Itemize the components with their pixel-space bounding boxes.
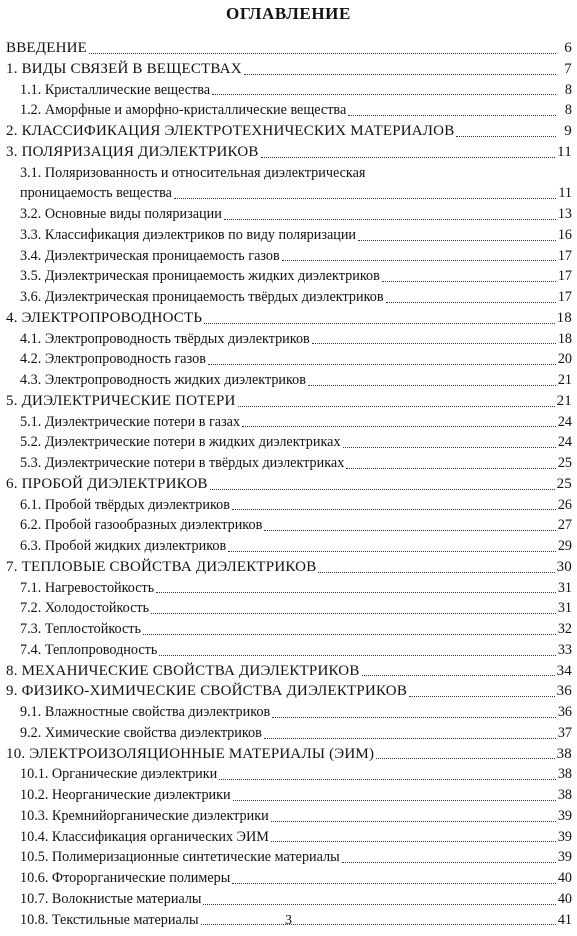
- toc-entry-title: 5.3. Диэлектрические потери в твёрдых диэлектриках: [20, 455, 345, 471]
- toc-section-entry: [6, 142, 572, 163]
- toc-entry-page: 38: [557, 787, 572, 803]
- toc-entry-title: 6.1. Пробой твёрдых диэлектриков: [20, 496, 230, 513]
- dot-leader: [343, 447, 556, 448]
- toc-subsection-entry: [6, 453, 572, 474]
- toc-entry-page: 25: [556, 475, 572, 492]
- table-of-contents: [6, 38, 572, 930]
- toc-subsection-entry: [6, 100, 572, 121]
- toc-entry-page: 11: [557, 143, 572, 160]
- toc-entry-title: 7.4. Теплопроводность: [20, 641, 158, 658]
- dot-leader: [224, 219, 556, 220]
- toc-entry-page: 24: [557, 434, 572, 451]
- dot-leader: [232, 509, 556, 510]
- toc-entry-title: 5. ДИЭЛЕКТРИЧЕСКИЕ ПОТЕРИ: [6, 392, 236, 409]
- toc-section-entry: [6, 474, 572, 495]
- toc-entry-page: 29: [557, 538, 572, 554]
- toc-entry-page: 24: [557, 413, 572, 430]
- toc-subsection-entry: [6, 432, 572, 453]
- toc-entry-page: 6: [564, 40, 572, 56]
- toc-entry-page: 8: [564, 81, 572, 98]
- toc-entry-title: 10.2. Неорганические диэлектрики: [20, 787, 231, 803]
- toc-subsection-entry: [6, 578, 572, 599]
- page-number: 3: [285, 913, 292, 928]
- toc-entry-title: 4.3. Электропроводность жидких диэлектриков: [20, 372, 306, 388]
- toc-subsection-entry: [6, 889, 572, 910]
- toc-entry-title: 1.2. Аморфные и аморфно-кристаллические вещества: [20, 102, 347, 119]
- dot-leader: [159, 655, 556, 656]
- toc-subsection-entry: [6, 225, 572, 246]
- dot-leader: [233, 800, 556, 801]
- toc-section-entry: [6, 391, 572, 412]
- toc-section-entry: [6, 59, 572, 80]
- toc-entry-page: 17: [557, 247, 572, 264]
- dot-leader: [342, 862, 556, 863]
- toc-subsection-entry: [6, 536, 572, 557]
- toc-subsection-entry: [6, 329, 572, 350]
- dot-leader: [219, 779, 556, 780]
- toc-subsection-entry: [6, 266, 572, 287]
- dot-leader: [318, 572, 554, 573]
- dot-leader: [244, 74, 556, 75]
- toc-entry-title: 10. ЭЛЕКТРОИЗОЛЯЦИОННЫЕ МАТЕРИАЛЫ (ЭИМ): [6, 745, 375, 762]
- toc-entry-title: 7.3. Теплостойкость: [20, 621, 141, 637]
- toc-entry-page: 39: [557, 828, 572, 845]
- toc-section-entry: [6, 744, 572, 765]
- toc-entry-page: 36: [556, 683, 572, 700]
- toc-subsection-entry: [6, 868, 572, 889]
- toc-entry-title: 10.6. Фторорганические полимеры: [20, 870, 231, 886]
- toc-entry-page: 18: [556, 309, 572, 326]
- dot-leader: [261, 157, 556, 158]
- toc-entry-title: 6.2. Пробой газообразных диэлектриков: [20, 517, 263, 534]
- dot-leader: [282, 260, 556, 261]
- toc-subsection-entry: [6, 495, 572, 516]
- toc-subsection-entry: [6, 827, 572, 848]
- toc-entry-page: 18: [557, 330, 572, 347]
- toc-entry-title: 1. ВИДЫ СВЯЗЕЙ В ВЕЩЕСТВАХ: [6, 60, 242, 77]
- dot-leader: [203, 904, 555, 905]
- dot-leader: [238, 406, 555, 407]
- toc-subsection-entry: [6, 246, 572, 267]
- toc-entry-title: 1.1. Кристаллические вещества: [20, 81, 211, 98]
- dot-leader: [271, 821, 556, 822]
- dot-leader: [174, 198, 556, 199]
- dot-leader: [151, 613, 556, 614]
- dot-leader: [386, 302, 556, 303]
- toc-entry-page: 17: [557, 289, 572, 305]
- toc-section-entry: [6, 661, 572, 682]
- toc-entry-page: 20: [557, 351, 572, 368]
- toc-entry-page: 31: [557, 579, 572, 596]
- dot-leader: [264, 530, 556, 531]
- toc-entry-title: 7.2. Холодостойкость: [20, 600, 150, 617]
- toc-subsection-entry: [6, 619, 572, 640]
- toc-entry-page: 36: [557, 704, 572, 720]
- toc-subsection-entry: [6, 349, 572, 370]
- toc-subsection-entry: [6, 163, 572, 184]
- toc-entry-page: 21: [556, 392, 572, 409]
- toc-entry-title: 3.3. Классификация диэлектриков по виду поляризации: [20, 226, 357, 243]
- toc-entry-page: 39: [557, 807, 572, 824]
- toc-entry-page: 39: [557, 849, 572, 866]
- dot-leader: [346, 468, 556, 469]
- toc-entry-page: 41: [557, 911, 572, 928]
- toc-section-entry: [6, 121, 572, 142]
- toc-entry-page: 34: [556, 662, 572, 679]
- toc-section-entry: [6, 38, 572, 59]
- dot-leader: [89, 53, 556, 54]
- toc-entry-page: 21: [557, 372, 572, 388]
- toc-entry-title: 6.3. Пробой жидких диэлектриков: [20, 538, 227, 554]
- toc-entry-page: 30: [556, 558, 572, 575]
- toc-entry-title: 5.2. Диэлектрические потери в жидких диэлектриках: [20, 434, 341, 451]
- toc-entry-title: 2. КЛАССИФИКАЦИЯ ЭЛЕКТРОТЕХНИЧЕСКИХ МАТЕРИАЛОВ: [6, 123, 455, 139]
- dot-leader: [156, 592, 556, 593]
- toc-entry-title: 10.1. Органические диэлектрики: [20, 766, 218, 783]
- toc-entry-page: 27: [557, 517, 572, 534]
- toc-entry-page: 17: [557, 268, 572, 285]
- dot-leader: [232, 883, 556, 884]
- dot-leader: [382, 281, 556, 282]
- toc-entry-page: 38: [556, 745, 572, 762]
- toc-entry-page: 25: [557, 455, 572, 471]
- toc-subsection-entry: [6, 370, 572, 391]
- toc-subsection-entry: [6, 702, 572, 723]
- toc-entry-title: 10.4. Классификация органических ЭИМ: [20, 828, 269, 845]
- toc-entry-title: 3.4. Диэлектрическая проницаемость газов: [20, 247, 280, 264]
- toc-subsection-entry: [6, 847, 572, 868]
- toc-entry-page: 32: [557, 621, 572, 637]
- toc-subsection-entry: [6, 80, 572, 101]
- dot-leader: [204, 323, 554, 324]
- dot-leader: [358, 240, 556, 241]
- toc-section-entry: [6, 308, 572, 329]
- toc-entry-title: 9. ФИЗИКО-ХИМИЧЕСКИЕ СВОЙСТВА ДИЭЛЕКТРИКОВ: [6, 683, 408, 700]
- toc-entry-title: 10.7. Волокнистые материалы: [20, 890, 202, 907]
- toc-entry-title: 5.1. Диэлектрические потери в газах: [20, 413, 241, 430]
- dot-leader: [228, 551, 556, 552]
- toc-subsection-entry: [6, 723, 572, 744]
- toc-section-entry: [6, 557, 572, 578]
- toc-entry-title: 4. ЭЛЕКТРОПРОВОДНОСТЬ: [6, 309, 203, 326]
- dot-leader: [271, 841, 556, 842]
- toc-entry-title: 9.1. Влажностные свойства диэлектриков: [20, 704, 271, 720]
- toc-entry-title: 10.5. Полимеризационные синтетические материалы: [20, 849, 340, 866]
- toc-section-entry: [6, 681, 572, 702]
- dot-leader: [212, 94, 556, 95]
- toc-subsection-entry: [6, 287, 572, 308]
- toc-entry-title: 3. ПОЛЯРИЗАЦИЯ ДИЭЛЕКТРИКОВ: [6, 143, 259, 160]
- dot-leader: [456, 136, 556, 137]
- toc-entry-page: 33: [557, 641, 572, 658]
- dot-leader: [208, 364, 556, 365]
- dot-leader: [143, 634, 556, 635]
- dot-leader: [409, 696, 555, 697]
- toc-entry-page: 9: [564, 123, 572, 139]
- toc-entry-title: 3.6. Диэлектрическая проницаемость твёрдых диэлектриков: [20, 289, 384, 305]
- toc-subsection-entry: [6, 598, 572, 619]
- toc-entry-title: 10.8. Текстильные материалы: [20, 911, 199, 928]
- toc-subsection-entry: [6, 640, 572, 661]
- toc-subsection-entry: [6, 806, 572, 827]
- dot-leader: [312, 343, 556, 344]
- dot-leader: [264, 738, 556, 739]
- toc-entry-page: 16: [557, 226, 572, 243]
- toc-subsection-entry: [6, 515, 572, 536]
- toc-entry-title: 3.5. Диэлектрическая проницаемость жидких диэлектриков: [20, 268, 380, 285]
- dot-leader: [210, 489, 555, 490]
- dot-leader: [376, 758, 554, 759]
- toc-subsection-entry: [6, 764, 572, 785]
- toc-entry-page: 11: [558, 185, 572, 202]
- dot-leader: [308, 385, 556, 386]
- toc-entry-title: 8. МЕХАНИЧЕСКИЕ СВОЙСТВА ДИЭЛЕКТРИКОВ: [6, 662, 360, 679]
- toc-entry-title: 3.1. Поляризованность и относительная диэлектрическая: [20, 164, 366, 181]
- toc-entry-title: 7. ТЕПЛОВЫЕ СВОЙСТВА ДИЭЛЕКТРИКОВ: [6, 558, 317, 575]
- dot-leader: [272, 717, 556, 718]
- toc-entry-title: 3.2. Основные виды поляризации: [20, 206, 222, 222]
- toc-subsection-entry: [6, 204, 572, 225]
- toc-entry-title: ВВЕДЕНИЕ: [6, 40, 87, 56]
- toc-subsection-entry: [6, 412, 572, 433]
- toc-subsection-entry: [6, 785, 572, 806]
- toc-entry-title: 10.3. Кремнийорганические диэлектрики: [20, 807, 269, 824]
- page-title: ОГЛАВЛЕНИЕ: [226, 4, 351, 23]
- toc-entry-page: 7: [564, 60, 572, 77]
- toc-entry-page: 37: [557, 724, 572, 741]
- toc-entry-title: 9.2. Химические свойства диэлектриков: [20, 724, 262, 741]
- dot-leader: [242, 426, 556, 427]
- dot-leader: [362, 675, 555, 676]
- toc-entry-page: 31: [557, 600, 572, 617]
- toc-entry-title: 4.1. Электропроводность твёрдых диэлектриков: [20, 330, 310, 347]
- toc-entry-title: 7.1. Нагревостойкость: [20, 579, 155, 596]
- toc-entry-page: 8: [564, 102, 572, 119]
- toc-entry-page: 38: [557, 766, 572, 783]
- dot-leader: [348, 115, 556, 116]
- toc-entry-title: 4.2. Электропроводность газов: [20, 351, 206, 368]
- toc-entry-title: проницаемость вещества: [20, 185, 172, 202]
- toc-entry-page: 13: [557, 206, 572, 222]
- toc-subsection-entry: [6, 183, 572, 204]
- toc-entry-page: 26: [557, 496, 572, 513]
- toc-entry-page: 40: [557, 870, 572, 886]
- toc-entry-title: 6. ПРОБОЙ ДИЭЛЕКТРИКОВ: [6, 475, 208, 492]
- toc-entry-page: 40: [557, 890, 572, 907]
